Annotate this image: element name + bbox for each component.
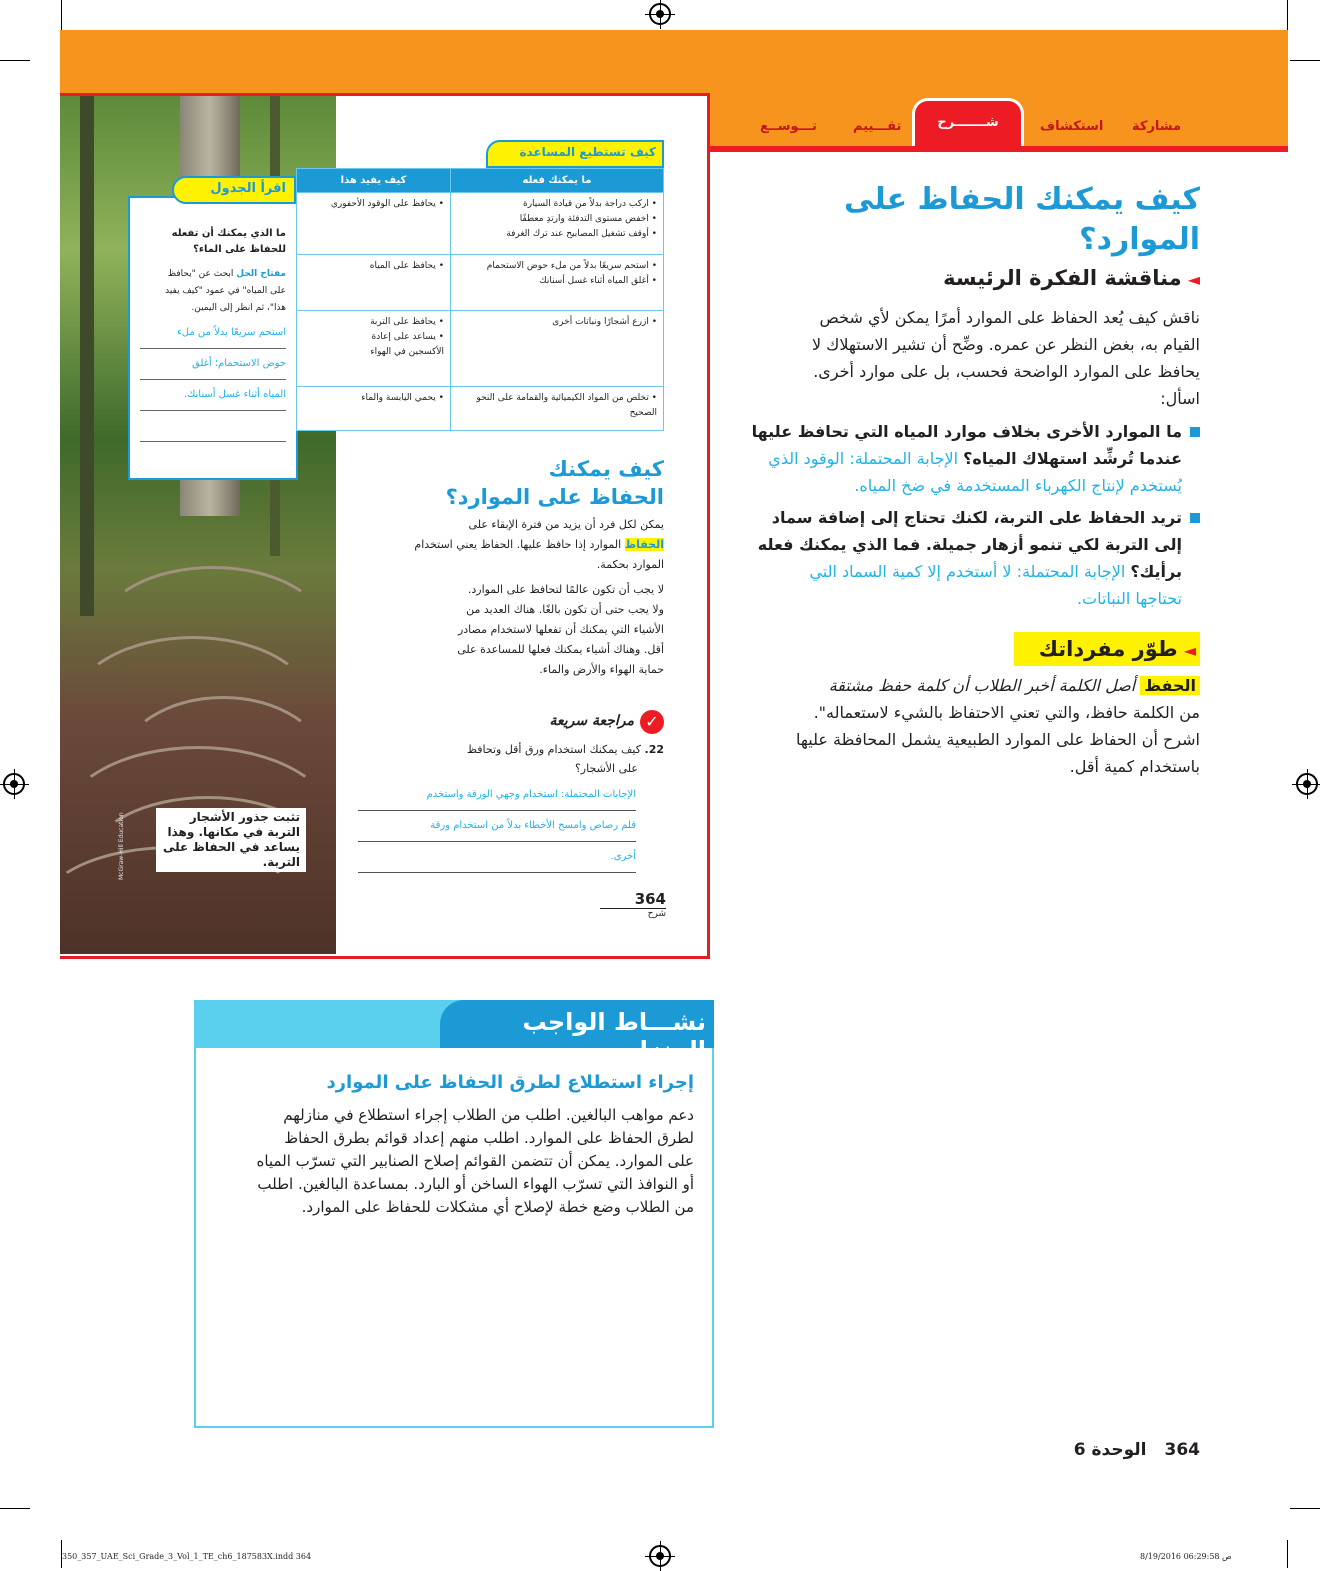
answer-line: [140, 411, 286, 442]
bullet-icon: [1190, 427, 1200, 437]
photo-caption: تثبت جذور الأشجار التربة في مكانها. وهذا يساعد في الحفاظ على التربة.: [156, 808, 306, 872]
table-cell: • ازرع أشجارًا ونباتات أخرى: [451, 311, 664, 387]
crop-mark: [61, 0, 62, 30]
triangle-icon: ◄: [1187, 270, 1200, 289]
table-cell: • استحم سريعًا بدلاً من ملء حوض الاستحمام • أغلق المياه أثناء غسل أسنانك: [451, 255, 664, 311]
student-page-number: 364 شرح: [600, 890, 666, 919]
read-table-tip: [140, 266, 286, 317]
crop-mark: [0, 1508, 30, 1509]
table-cell: • تخلص من المواد الكيميائية والقمامة على النحو الصحيح: [451, 387, 664, 431]
discuss-heading: ◄مناقشة الفكرة الرئيسة: [943, 266, 1200, 290]
answer-line: المياه أثناء غسل أسنانك.: [140, 380, 286, 411]
crop-mark: [1287, 1540, 1288, 1568]
tip-text: على المياه" في عمود "كيف يفيد: [165, 286, 286, 296]
student-paragraph-2: لا يجب أن تكون عالمًا لتحافظ على الموارد. ولا يجب حتى أن تكون بالغًا. هناك العديد من الأشياء التي يمكنك أن تفعلها لاستخدام مصادر أقل. وهناك أشياء يمكنك فعلها للمساعدة على حماية الهواء والأرض والماء.: [457, 583, 664, 676]
tab-explore[interactable]: استكشاف: [1040, 119, 1104, 134]
quick-check-title: مراجعة سريعة: [549, 713, 634, 729]
question-1: ما الموارد الأخرى بخلاف موارد المياه التي تحافظ عليها عندما تُرشِّد استهلاك المياه؟ الإجابة المحتملة: الوقود الذي يُستخدم لإنتاج الكهرباء المستخدمة في ضخ المياه.: [720, 418, 1200, 499]
answer-line: حوض الاستحمام؛ أغلق: [140, 349, 286, 380]
col-header-what: ما يمكنك فعله: [451, 169, 664, 193]
photo-credit: McGraw-Hill Education: [118, 812, 125, 880]
registration-mark-icon: [649, 1545, 671, 1567]
crop-mark: [0, 60, 30, 61]
table-cell: • اركب دراجة بدلاً من قيادة السيارة • اخفض مستوى التدفئة وارتدِ معطفًا • أوقف تشغيل المصابيح عند ترك الغرفة: [451, 193, 664, 255]
footer-page-number: 364: [1164, 1440, 1200, 1460]
page-title: كيف يمكنك الحفاظ على الموارد؟: [843, 182, 1200, 257]
student-section-title: كيف يمكنك الحفاظ على الموارد؟: [445, 457, 664, 509]
vocab-term: الحفظ: [1140, 676, 1200, 695]
vocab-paragraph: الحفظ أصل الكلمة أخبر الطلاب أن كلمة حفظ مشتقة من الكلمة حافظ، والتي تعني الاحتفاظ بالشيء لاستعماله". اشرح أن الحفاظ على الموارد الطبيعية يشمل المحافظة عليها باستخدام كمية أقل.: [796, 676, 1200, 776]
triangle-icon: ◄: [1183, 641, 1196, 660]
help-table: [296, 168, 664, 431]
check-icon: ✓: [640, 710, 664, 734]
table-cell: • يحافظ على التربة • يساعد على إعادة الأكسجين في الهواء: [297, 311, 451, 387]
registration-mark-icon: [3, 773, 25, 795]
registration-mark-icon: [1296, 773, 1318, 795]
tab-engage[interactable]: مشاركة: [1132, 119, 1182, 134]
tip-label: مفتاح الحل: [236, 269, 286, 279]
question-22-answer: الإجابات المحتملة: استخدام وجهي الورقة واستخدم قلم رصاص وامسح الأخطاء بدلاً من استخدام ورقة أخرى.: [358, 780, 636, 873]
home-activity-text: دعم مواهب البالغين. اطلب من الطلاب إجراء استطلاع في منازلهم لطرق الحفاظ على الموارد. اطلب منهم إعداد قوائم بطرق الحفاظ على الموارد. يمكن أن تتضمن القوائم إصلاح الصنابير التي تسرّب المياه أو النوافذ التي تسرّب الهواء الساخن أو البارد. بمساعدة البالغين. اطلب من الطلاب وضع خطة لإصلاح أي مشكلات للحفاظ على الموارد.: [256, 1106, 694, 1216]
page-footer: [1000, 1440, 1200, 1460]
student-paragraph-1: يمكن لكل فرد أن يزيد من فترة الإبقاء على الحفاظ الموارد إذا حافظ عليها. الحفاظ يعني استخدام الموارد بحكمة.: [414, 518, 664, 571]
student-keyword: الحفاظ: [624, 538, 664, 551]
col-header-how: كيف يفيد هذا: [297, 169, 451, 193]
crop-mark: [1290, 1508, 1320, 1509]
read-table-title: اقرأ الجدول: [210, 181, 286, 196]
question-2: تريد الحفاظ على التربة، لكنك تحتاج إلى إضافة سماد إلى التربة لكي تنمو أزهار جميلة. فما الذي يمكنك فعله برأيك؟ الإجابة المحتملة: لا أستخدم إلا كمية السماد التي تحتاجها النباتات.: [720, 504, 1200, 612]
tab-explain[interactable]: [912, 98, 1024, 146]
crop-mark: [1290, 60, 1320, 61]
question-line: للحفاظ على الماء؟: [193, 244, 286, 255]
discuss-paragraph: ناقش كيف يُعد الحفاظ على الموارد أمرًا يمكن لأي شخص القيام به، بغض النظر عن عمره. وضِّح أن تشير الاستهلاك لا يحافظ على الموارد الواضحة فحسب، بل على موارد أخرى. اسأل:: [811, 308, 1200, 408]
question-22: 22. كيف يمكنك استخدام ورق أقل وتحافظ على الأشجار؟: [466, 743, 664, 775]
tab-evaluate[interactable]: تقـــييم: [853, 119, 902, 134]
home-activity-subheading: إجراء استطلاع لطرق الحفاظ على الموارد: [326, 1072, 694, 1093]
tab-underline: [708, 146, 1288, 152]
vocab-heading: ◄طوّر مفرداتك: [1014, 632, 1200, 666]
tab-extend[interactable]: تـــوســع: [760, 119, 817, 134]
table-cell: • يحافظ على الوقود الأحفوري: [297, 193, 451, 255]
crop-mark: [1287, 0, 1288, 30]
tip-text: هذا"، ثم انظر إلى اليمين.: [191, 303, 286, 313]
slug-left: 350_357_UAE_Sci_Grade_3_Vol_1_TE_ch6_187583X.indd 364: [62, 1552, 312, 1561]
help-table-title: كيف تستطيع المساعدة: [519, 145, 656, 159]
table-cell: • يحمي اليابسة والماء: [297, 387, 451, 431]
answer-line: استحم سريعًا بدلاً من ملء: [140, 318, 286, 349]
slug-right: 8/19/2016 06:29:58 ص: [1140, 1552, 1232, 1561]
footer-unit: الوحدة 6: [1073, 1440, 1147, 1460]
table-cell: • يحافظ على المياه: [297, 255, 451, 311]
read-table-answer: [140, 318, 286, 442]
question-line: ما الذي يمكنك أن تفعله: [171, 228, 286, 239]
registration-mark-icon: [649, 3, 671, 25]
tip-text: ابحث عن "يحافظ: [167, 269, 237, 279]
bullet-icon: [1190, 513, 1200, 523]
tab-explain-label: شـــــــرح: [937, 115, 999, 130]
read-table-question: [140, 226, 286, 258]
home-activity-title: نشـــاط الواجب المنزلي: [522, 1008, 706, 1064]
